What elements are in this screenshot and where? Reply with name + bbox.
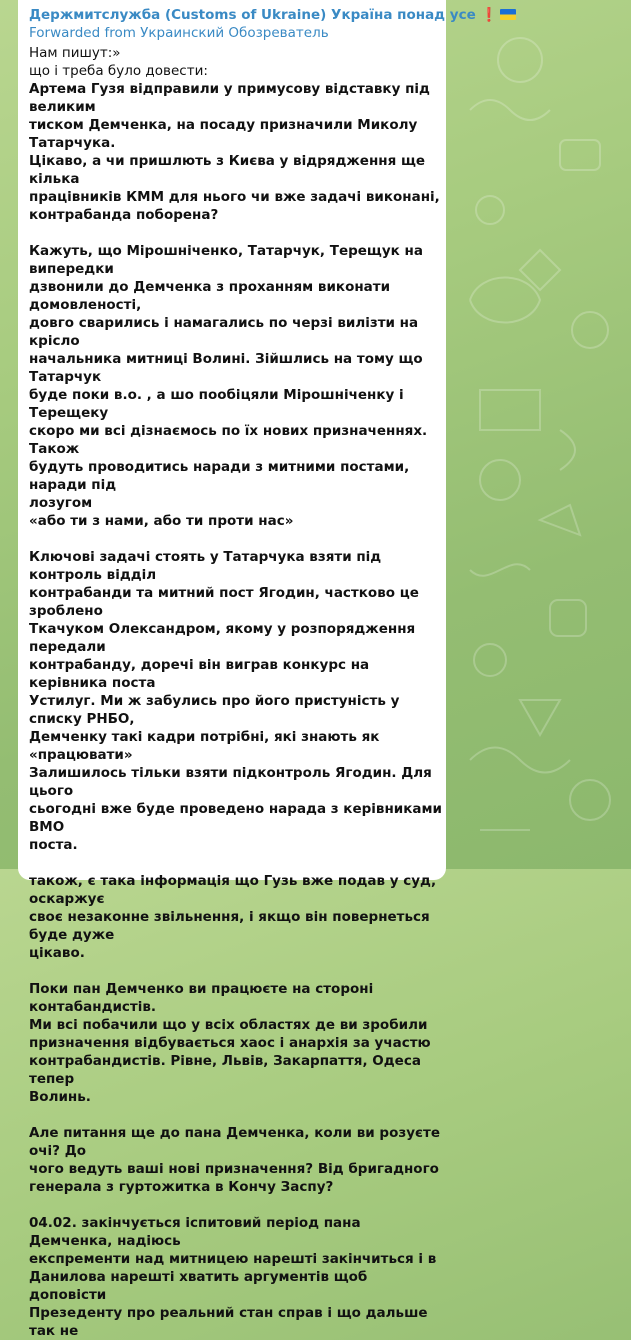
ukraine-flag-icon — [500, 9, 516, 20]
message-text — [29, 44, 444, 1340]
channel-name-link[interactable]: Держмитслужба (Customs of Ukraine) Україна понад усе ❗ — [29, 6, 446, 24]
forwarded-message-bubble — [18, 0, 498, 1339]
paragraph-4: також, є така інформація що Гузь вже подав у суд, оскаржує своє незаконне звільнення, і якщо він повернеться буде дуже цікаво. — [29, 873, 437, 961]
paragraph-5: Поки пан Демченко ви працюєте на стороні контабандистів. Ми всі побачили що у всіх областях де ви зробили призначення відбувається хаос і анархія за участю контрабандистів. Рівне, Львів, Закарпаття, Одеса тепер Волинь. — [29, 981, 431, 1105]
paragraph-7: 04.02. закінчується іспитовий період пана Демченка, надіюсь експременти над митницею нарешті закінчиться і в Данилова нарешті хватить аргументів щоб доповісти Презеденту про реальний стан справ і що дальше так не — [29, 1215, 437, 1339]
forwarded-from-link[interactable]: Forwarded from Украинский Обозреватель — [29, 25, 329, 41]
exclamation-emoji: ❗ — [480, 7, 498, 23]
paragraph-2: Кажуть, що Мірошніченко, Татарчук, Терещук на випередки дзвонили до Демченка з проханням виконати домовленості, довго сварились і намагались по черзі вилізти на крісло начальника митниці Волині. Зійшлись на тому що Татарчук буде поки в.о. , а шо пообіцяли Мірошніченку і Терещеку скоро ми всі дізнаємось по їх нових призначеннях. Також будуть проводитись наради з митними постами, наради під лозугом «або ти з нами, або ти проти нас» — [29, 243, 428, 529]
intro-line: Нам пишут:» — [29, 45, 121, 61]
paragraph-1: Артема Гузя відправили у примусову відставку під великим тиском Демченка, на посаду призначили Миколу Татарчука. Цікаво, а чи пришлють з Києва у відрядження ще кілька працівників КММ для нього чи вже задачі виконані, контрабанда поборена? — [29, 81, 440, 223]
paragraph-6: Але питання ще до пана Демченка, коли ви розуєте очі? До чого ведуть ваші нові призначення? Від бригадного генерала з гуртожитка в Кончу Заспу? — [29, 1125, 440, 1195]
intro-line: що і треба було довести: — [29, 63, 208, 79]
paragraph-3: Ключові задачі стоять у Татарчука взяти під контроль відділ контрабанди та митний пост Ягодин, частково це зроблено Ткачуком Олександром, якому у розпорядження передали контрабанду, доречі він виграв конкурс на керівника поста Устилуг. Ми ж забулись про його пристуність у списку РНБО, Демченку такі кадри потрібні, які знають як «працювати» Залишилось тільки взяти підконтроль Ягодин. Для цього сьогодні вже буде проведено нарада з керівниками ВМО поста. — [29, 549, 443, 853]
